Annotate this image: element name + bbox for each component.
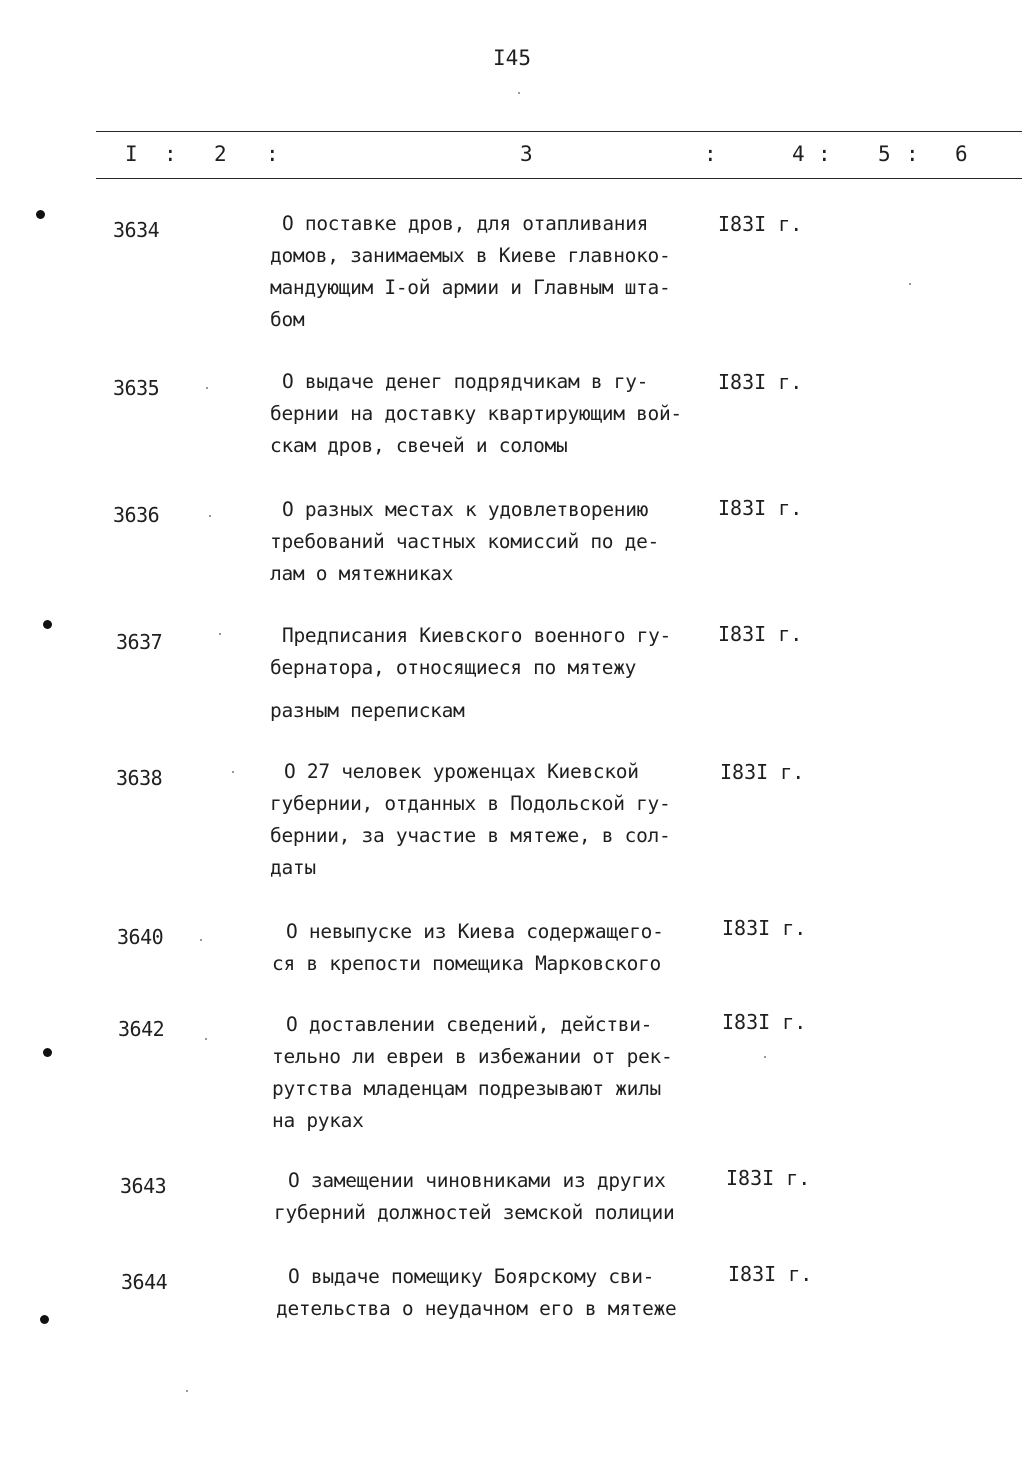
entry-year: I83I г. [728,1262,813,1286]
title-line: губернии, отданных в Подольской гу- [270,792,671,815]
title-line: Предписания Киевского военного гу- [282,624,671,647]
title-line: ся в крепости помещика Марковского [272,952,661,975]
column-header-3: 3 [520,142,533,166]
column-header-2: 2 [214,142,227,166]
entry-year: I83I г. [722,916,807,940]
scan-speck [232,771,234,773]
title-line: скам дров, свечей и соломы [270,434,568,457]
entry-title [272,916,664,980]
binding-hole-mark [36,210,45,219]
entry-year: I83I г. [722,1010,807,1034]
title-line: О разных местах к удовлетворению [282,498,649,521]
title-line: О выдаче помещику Боярскому сви- [288,1265,655,1288]
binding-hole-mark [40,1315,49,1324]
entry-number: 3637 [116,630,163,654]
title-line: разным перепискам [270,699,465,722]
column-header-5: 5 [878,142,891,166]
entry-year: I83I г. [718,370,803,394]
column-separator: : [266,142,279,166]
entry-title [272,1009,672,1137]
title-line: бернии на доставку квартирующим вой- [270,402,682,425]
scan-speck [764,1056,766,1058]
table-top-rule [96,131,1022,132]
scan-speck [205,1038,207,1040]
scan-speck [186,1390,188,1392]
title-line: детельства о неудачном его в мятеже [276,1297,677,1320]
title-line: бом [270,308,305,331]
entry-number: 3638 [116,766,163,790]
column-separator: : [906,142,919,166]
title-line: О замещении чиновниками из других [288,1169,666,1192]
binding-hole-mark [43,1048,52,1057]
scan-speck [219,633,221,635]
column-header-4: 4 [792,142,805,166]
entry-title [276,1261,676,1325]
title-line: тельно ли евреи в избежании от рек- [272,1045,673,1068]
column-separator: : [818,142,831,166]
table-header-rule [96,178,1022,179]
entry-number: 3636 [113,503,160,527]
title-line: на руках [272,1109,364,1132]
title-line: домов, занимаемых в Киеве главноко- [270,244,671,267]
entry-year: I83I г. [718,212,803,236]
scan-speck [518,92,520,94]
entry-title [270,366,682,462]
title-line: бернатора, относящиеся по мятежу [270,656,637,679]
column-separator: : [164,142,177,166]
entry-number: 3635 [113,376,160,400]
entry-year: I83I г. [718,622,803,646]
entry-number: 3642 [118,1017,165,1041]
column-separator: : [704,142,717,166]
title-line: О поставке дров, для отапливания [282,212,649,235]
title-line: рутства младенцам подрезывают жилы [272,1077,661,1100]
column-header-1: I [125,142,138,166]
title-line: лам о мятежниках [270,562,454,585]
entry-title [270,208,670,336]
title-line: О невыпуске из Киева содержащего- [286,920,664,943]
title-line: О доставлении сведений, действи- [286,1013,653,1036]
scan-speck [200,939,202,941]
title-line: губерний должностей земской полиции [274,1201,675,1224]
title-line: О 27 человек уроженцах Киевской [284,760,639,783]
entry-number: 3640 [117,925,164,949]
entry-year: I83I г. [720,760,805,784]
entry-number: 3644 [121,1270,168,1294]
entry-title [270,494,659,590]
entry-title [270,620,671,727]
page-number: I45 [493,46,531,70]
title-line: мандующим I-ой армии и Главным шта- [270,276,671,299]
entry-number: 3634 [113,218,160,242]
entry-year: I83I г. [718,496,803,520]
entry-title [270,756,670,884]
entry-title [274,1165,674,1229]
entry-year: I83I г. [726,1166,811,1190]
entry-number: 3643 [120,1174,167,1198]
scan-speck [209,515,211,517]
title-line: даты [270,856,316,879]
title-line: О выдаче денег подрядчикам в гу- [282,370,649,393]
column-header-6: 6 [955,142,968,166]
binding-hole-mark [43,620,52,629]
scan-speck [909,283,911,285]
scan-speck [206,387,208,389]
title-line: требований частных комиссий по де- [270,530,659,553]
title-line: бернии, за участие в мятеже, в сол- [270,824,671,847]
